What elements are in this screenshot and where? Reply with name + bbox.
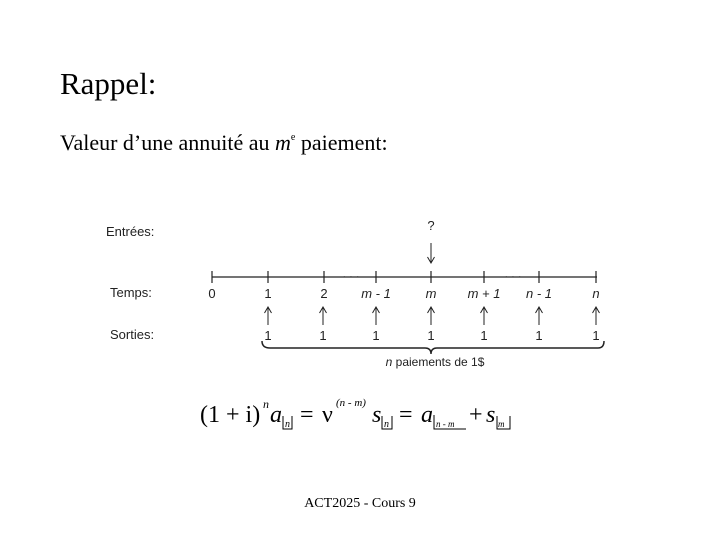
formula-lhs-exponent: n <box>263 397 269 411</box>
time-label-n: n <box>592 286 600 301</box>
brace-label <box>386 355 485 369</box>
outflow-value: 1 <box>427 328 435 343</box>
formula-s-subscript: n <box>384 419 389 430</box>
row-label-sorties: Sorties: <box>110 327 155 342</box>
outflow-value: 1 <box>535 328 543 343</box>
subtitle-variable: m <box>275 130 291 155</box>
formula-lhs-paren: (1 + i) <box>200 402 261 428</box>
annuity-formula <box>200 397 510 430</box>
formula-a2-subscript: n - m <box>436 419 455 429</box>
brace-label-n: n <box>385 355 393 369</box>
time-label-m-plus-1: m + 1 <box>467 286 501 301</box>
outflow-value: 1 <box>480 328 488 343</box>
up-arrow-icon <box>593 307 600 325</box>
outflow-value: 1 <box>372 328 380 343</box>
subtitle-suffix: paiement: <box>295 130 388 155</box>
up-arrow-icon <box>428 307 435 325</box>
subtitle-superscript: e <box>290 131 296 143</box>
formula-lhs-subscript: n <box>285 419 290 430</box>
up-arrow-icon <box>481 307 488 325</box>
formula-lhs-a: a <box>270 402 282 428</box>
time-label-m-minus-1: m - 1 <box>361 286 391 301</box>
formula-nu-exponent: (n - m) <box>336 397 366 409</box>
up-arrow-icon <box>536 307 543 325</box>
outflow-value: 1 <box>592 328 600 343</box>
slide-title: Rappel: <box>60 66 157 101</box>
formula-s2-subscript: m <box>498 419 505 429</box>
formula-s: s <box>372 402 382 428</box>
slide-footer: ACT2025 - Cours 9 <box>304 496 416 511</box>
row-label-temps: Temps: <box>110 285 152 300</box>
up-arrow-icon <box>373 307 380 325</box>
unknown-value-question-mark: ? <box>427 218 435 233</box>
formula-nu: ν <box>322 402 333 428</box>
formula-s2: s <box>486 402 496 428</box>
up-arrow-icon <box>265 307 272 325</box>
up-arrow-icon <box>320 307 327 325</box>
time-label-1: 1 <box>264 286 272 301</box>
outflow-arrows <box>265 307 600 325</box>
outflow-value: 1 <box>264 328 272 343</box>
row-label-entrees: Entrées: <box>106 224 155 239</box>
time-label-2: 2 <box>320 286 328 301</box>
timeline-ellipsis-right: · · · <box>504 271 522 283</box>
formula-plus: + <box>469 402 483 428</box>
brace-label-text: paiements de 1$ <box>392 355 485 369</box>
time-label-0: 0 <box>208 286 216 301</box>
subtitle-prefix: Valeur d’une annuité au <box>60 130 276 155</box>
timeline-ellipsis-left: · · · <box>342 271 360 283</box>
formula-a2: a <box>421 402 433 428</box>
time-label-m: m <box>425 286 437 301</box>
formula-equals-1: = <box>300 402 314 428</box>
time-label-n-minus-1: n - 1 <box>525 286 553 301</box>
formula-equals-2: = <box>399 402 413 428</box>
outflow-value: 1 <box>319 328 327 343</box>
